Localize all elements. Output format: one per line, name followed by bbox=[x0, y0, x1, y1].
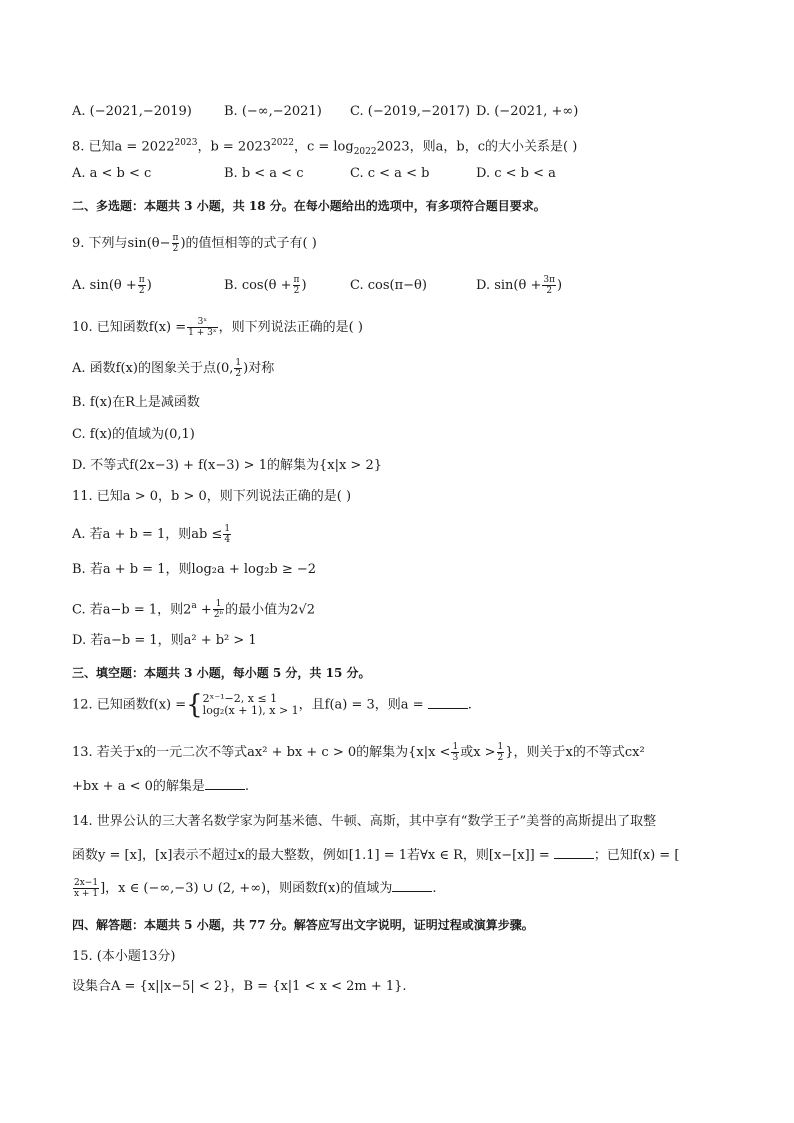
q8-option-d: D. c < b < a bbox=[476, 166, 556, 181]
q11-stem: 11. 已知a > 0，b > 0，则下列说法正确的是( ) bbox=[72, 489, 352, 504]
q11-option-c-num: 1 bbox=[213, 599, 224, 610]
q10-option-b: B. f(x)在R上是减函数 bbox=[72, 395, 200, 410]
q8-a-exp: 2023 bbox=[174, 138, 198, 148]
q12-piece-1: 2ˣ⁻¹−2, x ≤ 1 bbox=[202, 692, 278, 705]
q9-option-b-den: 2 bbox=[293, 286, 300, 296]
q9-option-a-prefix: A. sin(θ + bbox=[72, 278, 137, 293]
q12-brace: { bbox=[186, 690, 203, 720]
q11-option-a-den: 4 bbox=[224, 535, 231, 545]
q11-option-a-num: 1 bbox=[224, 524, 231, 534]
q13-fraction-2 bbox=[497, 742, 505, 763]
q10-option-a bbox=[72, 358, 274, 379]
q14-line-2 bbox=[72, 846, 679, 865]
q9-option-d-num: 3π bbox=[543, 275, 556, 285]
q9-option-a-suffix: ) bbox=[146, 278, 152, 293]
q13-line-1-suffix: }，则关于x的不等式cx² bbox=[505, 745, 645, 760]
q12-stem-prefix: 12. 已知函数f(x) = bbox=[72, 697, 187, 713]
q11-option-c-mid: + bbox=[196, 602, 212, 618]
q10-frac-den: 1 + 3ˣ bbox=[188, 328, 217, 338]
q10-option-a-num: 1 bbox=[235, 358, 242, 368]
q14-answer-blank-2[interactable] bbox=[392, 879, 432, 892]
q10-option-a-suffix: )对称 bbox=[243, 361, 275, 376]
q13-line-1-mid: 或x > bbox=[460, 745, 496, 760]
q14-line-3 bbox=[72, 878, 437, 899]
q10-option-c: C. f(x)的值域为(0,1) bbox=[72, 427, 195, 442]
q9-option-a bbox=[72, 275, 224, 296]
q14-answer-blank-1[interactable] bbox=[554, 846, 594, 859]
q12-period: . bbox=[467, 697, 472, 713]
q15-header: 15. (本小题13分) bbox=[72, 949, 176, 964]
q13-frac-1-den: 3 bbox=[452, 753, 459, 763]
q14-line-3-suffix: ]，x ∈ (−∞,−3) ∪ (2, +∞)，则函数f(x)的值域为 bbox=[100, 881, 393, 896]
q8-c-sub: 2022 bbox=[353, 146, 377, 157]
q8-stem-prefix: 8. 已知 bbox=[72, 139, 115, 155]
q14-line-2-prefix: 函数y = [x]，[x]表示不超过x的最大整数，例如[1.1] = 1若∀x ∈ R，则[x−[x]] = bbox=[72, 848, 554, 863]
q7-option-d: D. (−2021, +∞) bbox=[476, 104, 579, 119]
q9-stem-suffix: )的值恒相等的式子有( ) bbox=[180, 236, 317, 251]
q11-option-c-suffix: 的最小值为2√2 bbox=[225, 602, 315, 618]
q8-b-def: ，b = 2023 bbox=[197, 139, 272, 155]
q13-fraction-1 bbox=[451, 742, 459, 763]
q9-option-b-fraction bbox=[293, 275, 301, 296]
q9-fraction bbox=[172, 233, 180, 254]
q11-option-c-exp: a bbox=[191, 601, 197, 611]
q13-line-1 bbox=[72, 742, 645, 763]
q9-option-d-prefix: D. sin(θ + bbox=[476, 278, 542, 293]
q8-options bbox=[72, 165, 556, 183]
q13-frac-1-num: 1 bbox=[452, 742, 459, 752]
q9-option-d-fraction bbox=[542, 275, 556, 296]
q11-option-d: D. 若a−b = 1，则a² + b² > 1 bbox=[72, 633, 257, 648]
q10-fraction bbox=[187, 317, 218, 338]
q13-line-2 bbox=[72, 777, 249, 796]
q11-option-a-prefix: A. 若a + b = 1，则ab ≤ bbox=[72, 527, 223, 542]
q8-c-tail: 2023，则a，b，c的大小关系是( ) bbox=[376, 139, 578, 155]
section-4-title: 四、解答题：本题共 5 小题，共 77 分。解答应写出文字说明，证明过程或演算步骤。 bbox=[72, 918, 534, 932]
q12-stem bbox=[72, 692, 472, 719]
q13-line-1-prefix: 13. 若关于x的一元二次不等式ax² + bx + c > 0的解集为{x|x < bbox=[72, 745, 451, 760]
q8-option-a: A. a < b < c bbox=[72, 166, 152, 181]
q14-line-1: 14. 世界公认的三大著名数学家为阿基米德、牛顿、高斯，其中享有“数学王子”美誉的高斯提出了取整 bbox=[72, 814, 657, 829]
q9-option-b-num: π bbox=[293, 275, 300, 285]
q8-option-b: B. b < a < c bbox=[224, 166, 304, 181]
q10-stem-prefix: 10. 已知函数f(x) = bbox=[72, 320, 187, 335]
q8-a-def: a = 2022 bbox=[114, 139, 175, 155]
q9-stem bbox=[72, 233, 317, 254]
q13-period: . bbox=[244, 779, 250, 794]
q7-options bbox=[72, 103, 578, 121]
q14-frac-num: 2x−1 bbox=[74, 878, 99, 888]
q14-fraction bbox=[73, 878, 99, 899]
q7-option-c: C. (−2019,−2017) bbox=[350, 104, 470, 119]
q11-option-c-prefix: C. 若a−b = 1，则2 bbox=[72, 602, 192, 618]
q9-option-b bbox=[224, 275, 350, 296]
q10-option-a-fraction bbox=[234, 358, 242, 379]
q11-option-c bbox=[72, 597, 315, 620]
q9-option-a-fraction bbox=[138, 275, 146, 296]
q12-answer-blank[interactable] bbox=[428, 696, 468, 709]
q12-piecewise bbox=[203, 693, 299, 717]
q13-line-2-text: +bx + a < 0的解集是 bbox=[72, 779, 205, 794]
q13-answer-blank[interactable] bbox=[205, 777, 245, 790]
q10-frac-num: 3ˣ bbox=[187, 317, 218, 328]
q9-option-d bbox=[476, 275, 562, 296]
q9-option-d-den: 2 bbox=[546, 286, 553, 296]
q11-option-b: B. 若a + b = 1，则log₂a + log₂b ≥ −2 bbox=[72, 562, 317, 577]
q9-options bbox=[72, 275, 562, 296]
q12-piece-2: log₂(x + 1), x > 1 bbox=[202, 704, 299, 717]
q11-option-a bbox=[72, 524, 232, 545]
q15-stem: 设集合A = {x||x−5| < 2}，B = {x|1 < x < 2m + 1}. bbox=[72, 979, 407, 994]
q13-frac-2-den: 2 bbox=[497, 753, 504, 763]
q11-option-a-fraction bbox=[223, 524, 231, 545]
q7-option-b: B. (−∞,−2021) bbox=[224, 104, 322, 119]
q10-option-a-den: 2 bbox=[235, 369, 242, 379]
q9-frac-den: 2 bbox=[172, 244, 179, 254]
q9-stem-prefix: 9. 下列与sin(θ− bbox=[72, 236, 171, 251]
q9-option-b-prefix: B. cos(θ + bbox=[224, 278, 292, 293]
q10-option-d: D. 不等式f(2x−3) + f(x−3) > 1的解集为{x|x > 2} bbox=[72, 458, 382, 473]
q9-option-c: C. cos(π−θ) bbox=[350, 278, 427, 293]
q9-option-a-num: π bbox=[138, 275, 145, 285]
section-3-title: 三、填空题：本题共 3 小题，每小题 5 分，共 15 分。 bbox=[72, 666, 371, 680]
q8-b-exp: 2022 bbox=[271, 138, 294, 148]
section-2-title: 二、多选题：本题共 3 小题，共 18 分。在每小题给出的选项中，有多项符合题目要求。 bbox=[72, 199, 546, 213]
q12-stem-suffix: ，且f(a) = 3，则a = bbox=[298, 697, 428, 713]
q11-option-c-den: 2ᵇ bbox=[213, 610, 224, 621]
q8-c-def: ，c = log bbox=[293, 139, 354, 155]
q13-frac-2-num: 1 bbox=[497, 742, 504, 752]
q9-option-b-suffix: ) bbox=[301, 278, 307, 293]
q10-stem bbox=[72, 317, 363, 338]
q11-option-c-fraction bbox=[213, 599, 224, 620]
q14-period: . bbox=[432, 881, 437, 896]
q9-option-d-suffix: ) bbox=[557, 278, 563, 293]
q14-frac-den: x + 1 bbox=[74, 889, 99, 899]
q10-stem-suffix: ，则下列说法正确的是( ) bbox=[218, 320, 363, 335]
q8-stem bbox=[72, 134, 577, 161]
q8-option-c: C. c < a < b bbox=[350, 166, 430, 181]
q10-option-a-prefix: A. 函数f(x)的图象关于点(0, bbox=[72, 361, 234, 376]
q9-option-a-den: 2 bbox=[138, 286, 145, 296]
q14-line-2-suffix: ；已知f(x) = [ bbox=[593, 848, 680, 863]
q9-frac-num: π bbox=[172, 233, 179, 243]
q7-option-a: A. (−2021,−2019) bbox=[72, 104, 192, 119]
